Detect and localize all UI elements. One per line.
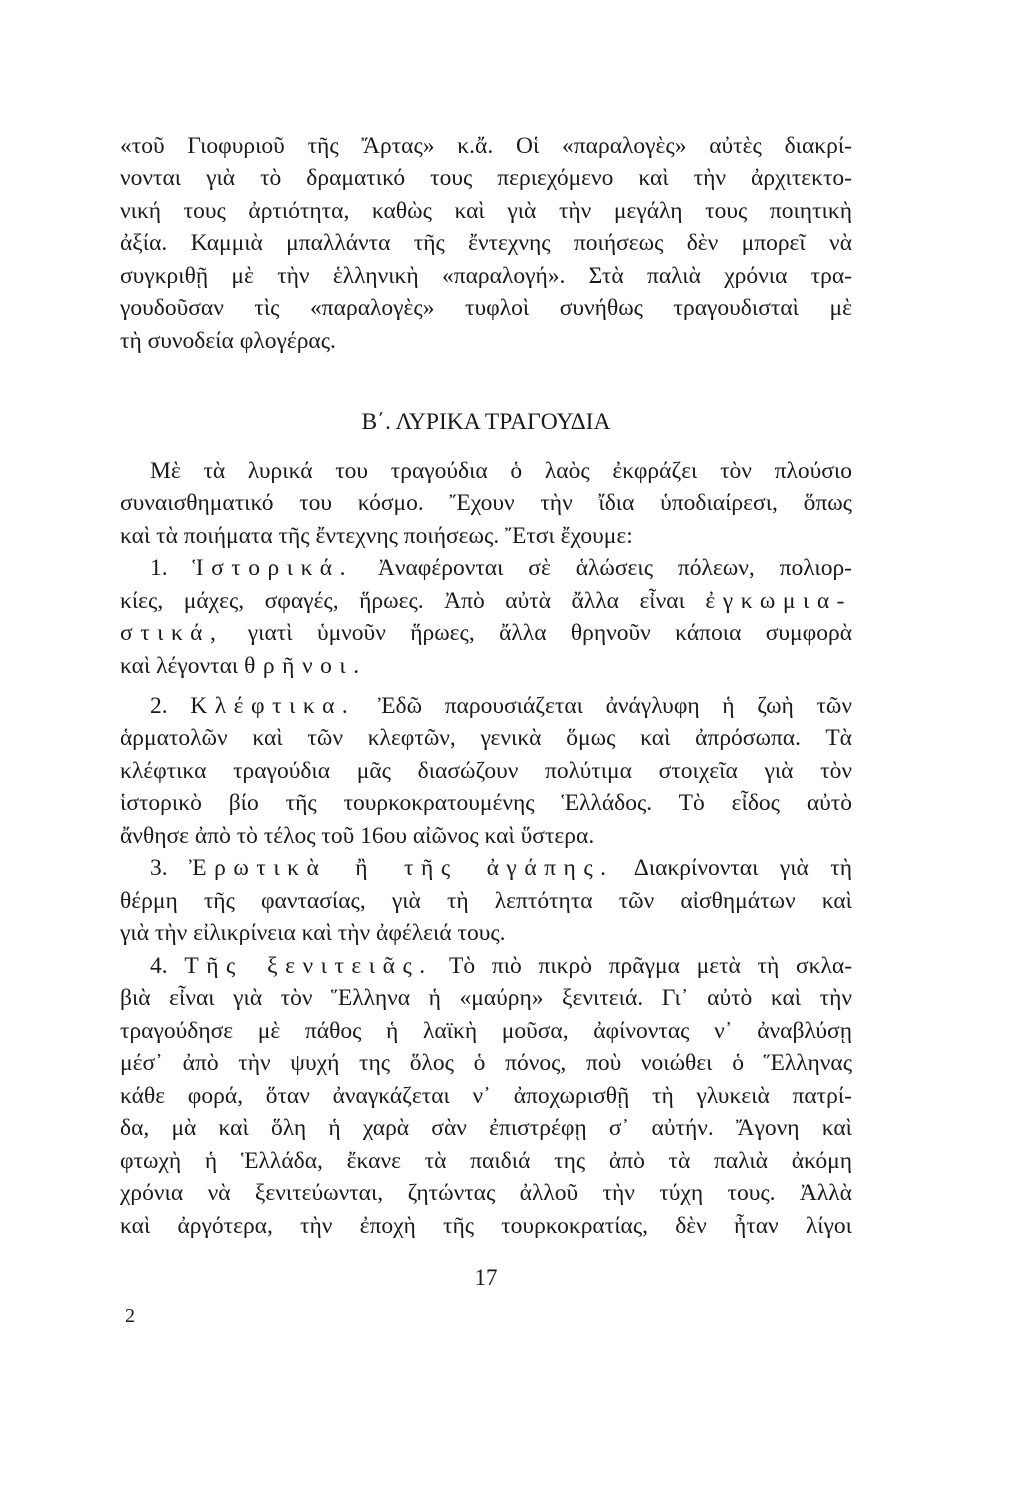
- text-line: συναισθηματικό του κόσμο. Ἔχουν τὴν ἴδια ὑποδιαίρεσι, ὅπως: [120, 490, 852, 516]
- text-line: νονται γιὰ τὸ δραματικό τους περιεχόμενο καὶ τὴν ἀρχιτεκτο-: [120, 165, 852, 191]
- text-line: θέρμη τῆς φαντασίας, γιὰ τὴ λεπτότητα τῶν αἰσθημάτων καὶ: [120, 888, 852, 914]
- item-number: 2.: [150, 693, 168, 719]
- text-line: συγκριθῇ μὲ τὴν ἑλληνικὴ «παραλογή». Στὰ παλιὰ χρόνια τρα-: [120, 263, 852, 289]
- text-line: μέσ᾽ ἀπὸ τὴν ψυχή της ὅλος ὁ πόνος, ποὺ νοιώθει ὁ Ἕλληνας: [120, 1050, 852, 1076]
- item-text: Τὸ πιὸ πικρὸ πρᾶγμα μετὰ τὴ σκλα-: [449, 953, 853, 979]
- item-text: γιατὶ ὑμνοῦν ἥρωες, ἄλλα θρηνοῦν κάποια συμφορὰ: [247, 620, 853, 646]
- list-item-2-line: [150, 690, 852, 722]
- text-line: ἱστορικὸ βίο τῆς τουρκοκρατουμένης Ἑλλάδος. Τὸ εἶδος αὐτὸ: [120, 790, 852, 816]
- text-line: Μὲ τὰ λυρικά του τραγούδια ὁ λαὸς ἐκφράζει τὸν πλούσιο: [150, 458, 852, 484]
- list-item-4-line: [150, 950, 852, 982]
- list-item-1-line: [120, 650, 852, 682]
- text-line: τραγούδησε μὲ πάθος ἡ λαϊκὴ μοῦσα, ἀφίνοντας ν᾽ ἀναβλύσῃ: [120, 1018, 852, 1044]
- page-number: 17: [474, 1265, 498, 1290]
- item-term: Κλέφτικα.: [190, 693, 356, 719]
- text-line: «τοῦ Γιοφυριοῦ τῆς Ἄρτας» κ.ἄ. Οἱ «παραλογὲς» αὐτὲς διακρί-: [120, 133, 852, 159]
- item-text: κίες, μάχες, σφαγές, ἥρωες. Ἀπὸ αὐτὰ ἄλλα εἶναι: [120, 588, 685, 614]
- text-line: καὶ ἀργότερα, τὴν ἐποχὴ τῆς τουρκοκρατίας, δὲν ἦταν λίγοι: [120, 1213, 852, 1239]
- section-heading: Β΄. ΛΥΡΙΚΑ ΤΡΑΓΟΥΔΙΑ: [361, 409, 611, 435]
- item-term: Ἱστορικά.: [192, 555, 353, 581]
- text-line: ἀξία. Καμμιὰ μπαλλάντα τῆς ἔντεχνης ποιήσεως δὲν μπορεῖ νὰ: [120, 230, 852, 256]
- text-line: δα, μὰ καὶ ὅλη ἡ χαρὰ σὰν ἐπιστρέφῃ σ᾽ αὐτήν. Ἄγονη καὶ: [120, 1115, 852, 1141]
- text-line: κάθε φορά, ὅταν ἀναγκάζεται ν᾽ ἀποχωρισθῇ τὴ γλυκειὰ πατρί-: [120, 1083, 852, 1109]
- item-term: θρῆνοι.: [244, 653, 367, 679]
- text-line: καὶ τὰ ποιήματα τῆς ἔντεχνης ποιήσεως. Ἔτσι ἔχουμε:: [120, 523, 633, 549]
- list-item-3-line: [150, 852, 852, 884]
- list-item-1-line: [150, 552, 852, 584]
- item-term: Ἐρωτικὰ ἢ τῆς ἀγάπης.: [189, 855, 614, 881]
- item-number: 4.: [150, 953, 168, 979]
- list-item-1-line: [120, 585, 852, 617]
- signature-mark: 2: [125, 1305, 135, 1327]
- text-line: φτωχὴ ἡ Ἑλλάδα, ἔκανε τὰ παιδιά της ἀπὸ τὰ παλιὰ ἀκόμη: [120, 1148, 852, 1174]
- text-line: γιὰ τὴν εἰλικρίνεια καὶ τὴν ἀφέλειά τους.: [120, 920, 506, 946]
- item-text: καὶ λέγονται: [120, 653, 239, 679]
- text-line: γουδοῦσαν τὶς «παραλογὲς» τυφλοὶ συνήθως τραγουδισταὶ μὲ: [120, 295, 852, 321]
- text-line: κλέφτικα τραγούδια μᾶς διασώζουν πολύτιμα στοιχεῖα γιὰ τὸν: [120, 758, 852, 784]
- list-item-1-line: [120, 617, 852, 649]
- item-number: 3.: [150, 855, 168, 881]
- item-term: Τῆς ξενιτειᾶς.: [184, 953, 433, 979]
- text-line: βιὰ εἶναι γιὰ τὸν Ἕλληνα ἡ «μαύρη» ξενιτειά. Γι᾽ αὐτὸ καὶ τὴν: [120, 985, 852, 1011]
- item-number: 1.: [150, 555, 168, 581]
- text-line: ἁρματολῶν καὶ τῶν κλεφτῶν, γενικὰ ὅμως καὶ ἀπρόσωπα. Τὰ: [120, 725, 852, 751]
- text-line: τὴ συνοδεία φλογέρας.: [120, 328, 336, 354]
- item-term: ἐγκωμια-: [705, 588, 852, 614]
- text-line: νική τους ἀρτιότητα, καθὼς καὶ γιὰ τὴν μεγάλη τους ποιητικὴ: [120, 198, 852, 224]
- item-term: στικά,: [120, 620, 224, 646]
- item-text: Ἀναφέρονται σὲ ἁλώσεις πόλεων, πολιορ-: [377, 555, 853, 581]
- text-line: χρόνια νὰ ξενιτεύωνται, ζητώντας ἀλλοῦ τὴν τύχη τους. Ἀλλὰ: [120, 1180, 852, 1206]
- item-text: Διακρίνονται γιὰ τὴ: [633, 855, 852, 881]
- text-line: ἄνθησε ἀπὸ τὸ τέλος τοῦ 16ου αἰῶνος καὶ ὕστερα.: [120, 823, 595, 849]
- item-text: Ἐδῶ παρουσιάζεται ἀνάγλυφη ἡ ζωὴ τῶν: [377, 693, 853, 719]
